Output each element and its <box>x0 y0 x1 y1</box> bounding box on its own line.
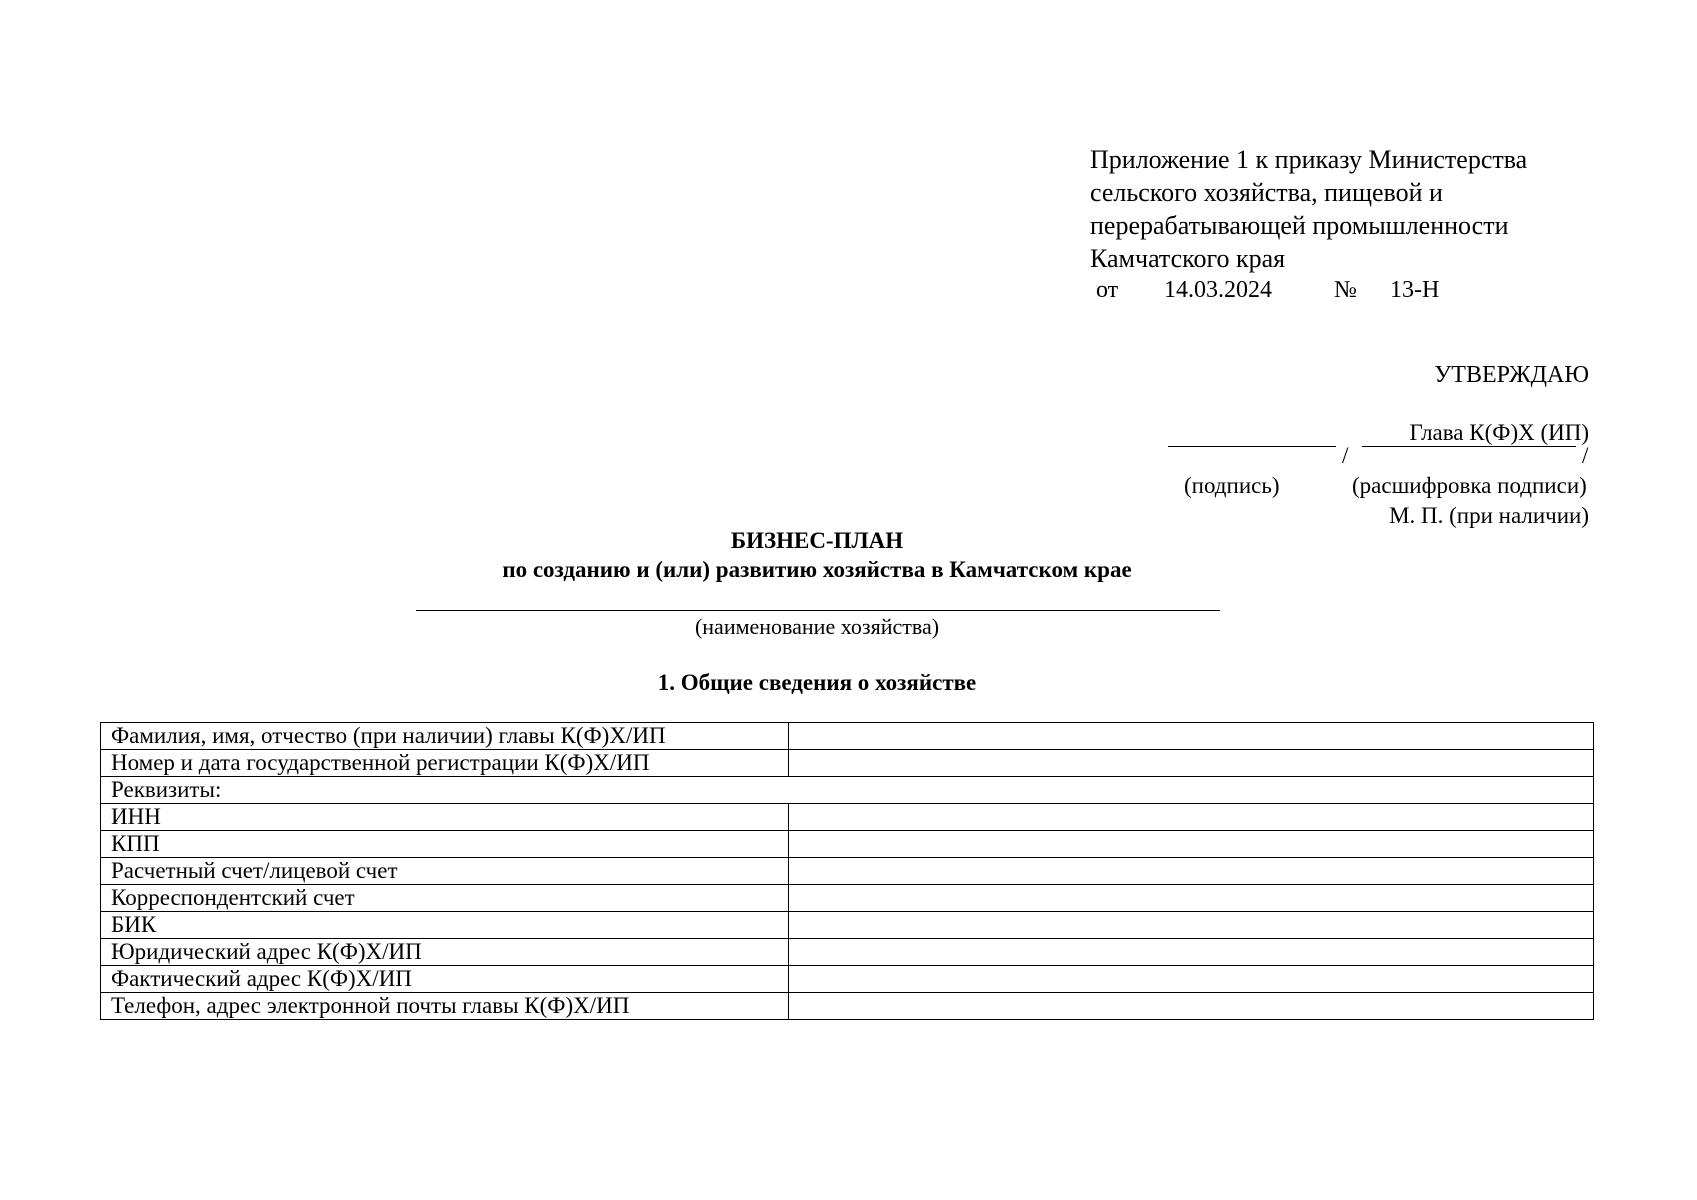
table-row <box>101 966 1594 993</box>
table-cell-label: Юридический адрес К(Ф)Х/ИП <box>101 939 789 966</box>
approval-heading: УТВЕРЖДАЮ <box>1434 362 1589 388</box>
table-row <box>101 750 1594 777</box>
farm-name-caption: (наименование хозяйства) <box>694 614 940 639</box>
table-cell-label: Телефон, адрес электронной почты главы К(Ф)Х/ИП <box>101 993 789 1020</box>
stamp-caption: М. П. (при наличии) <box>1389 503 1589 528</box>
order-date: 14.03.2024 <box>1164 277 1272 303</box>
table-cell-value <box>789 939 1594 966</box>
general-info-table <box>100 722 1594 1020</box>
table-row <box>101 885 1594 912</box>
signature-slash-end: / <box>1582 443 1589 468</box>
table-cell-label: Номер и дата государственной регистрации К(Ф)Х/ИП <box>101 750 789 777</box>
table-cell-value <box>789 804 1594 831</box>
signature-caption: (подпись) <box>1184 473 1280 498</box>
table-row <box>101 858 1594 885</box>
table-cell-label: КПП <box>101 831 789 858</box>
farm-name-line <box>416 610 1220 611</box>
table-cell-value <box>789 993 1594 1020</box>
table-cell-value <box>789 966 1594 993</box>
appendix-header <box>1090 143 1610 275</box>
table-cell-value <box>789 912 1594 939</box>
table-cell-label: ИНН <box>101 804 789 831</box>
order-number: 13-Н <box>1390 277 1440 303</box>
table-row <box>101 993 1594 1020</box>
table-cell-label: Реквизиты: <box>101 777 1594 804</box>
signature-decoding-caption: (расшифровка подписи) <box>1352 473 1587 498</box>
table-row <box>101 831 1594 858</box>
appendix-line: Камчатского края <box>1090 244 1286 273</box>
appendix-line: Приложение 1 к приказу Министерства <box>1090 145 1528 174</box>
order-from-label: от <box>1096 277 1119 303</box>
signature-line <box>1168 446 1336 447</box>
appendix-line: сельского хозяйства, пищевой и <box>1090 178 1443 207</box>
table-row <box>101 939 1594 966</box>
table-cell-label: Фактический адрес К(Ф)Х/ИП <box>101 966 789 993</box>
section-title: 1. Общие сведения о хозяйстве <box>657 670 977 695</box>
table-cell-label: Корреспондентский счет <box>101 885 789 912</box>
document-title: БИЗНЕС-ПЛАН <box>730 528 904 553</box>
table-cell-value <box>789 723 1594 750</box>
document-subtitle: по созданию и (или) развитию хозяйства в Камчатском крае <box>502 557 1132 582</box>
table-cell-value <box>789 831 1594 858</box>
table-cell-label: БИК <box>101 912 789 939</box>
table-cell-value <box>789 750 1594 777</box>
table-row <box>101 723 1594 750</box>
table-cell-value <box>789 858 1594 885</box>
table-row <box>101 804 1594 831</box>
table-row <box>101 777 1594 804</box>
table-row <box>101 912 1594 939</box>
table-cell-label: Расчетный счет/лицевой счет <box>101 858 789 885</box>
approval-position: Глава К(Ф)Х (ИП) <box>1409 420 1589 445</box>
appendix-line: перерабатывающей промышленности <box>1090 211 1509 240</box>
signature-decoding-line <box>1362 446 1576 447</box>
table-cell-label: Фамилия, имя, отчество (при наличии) главы К(Ф)Х/ИП <box>101 723 789 750</box>
table-cell-value <box>789 885 1594 912</box>
signature-slash: / <box>1342 443 1349 468</box>
order-number-sign: № <box>1334 277 1357 303</box>
